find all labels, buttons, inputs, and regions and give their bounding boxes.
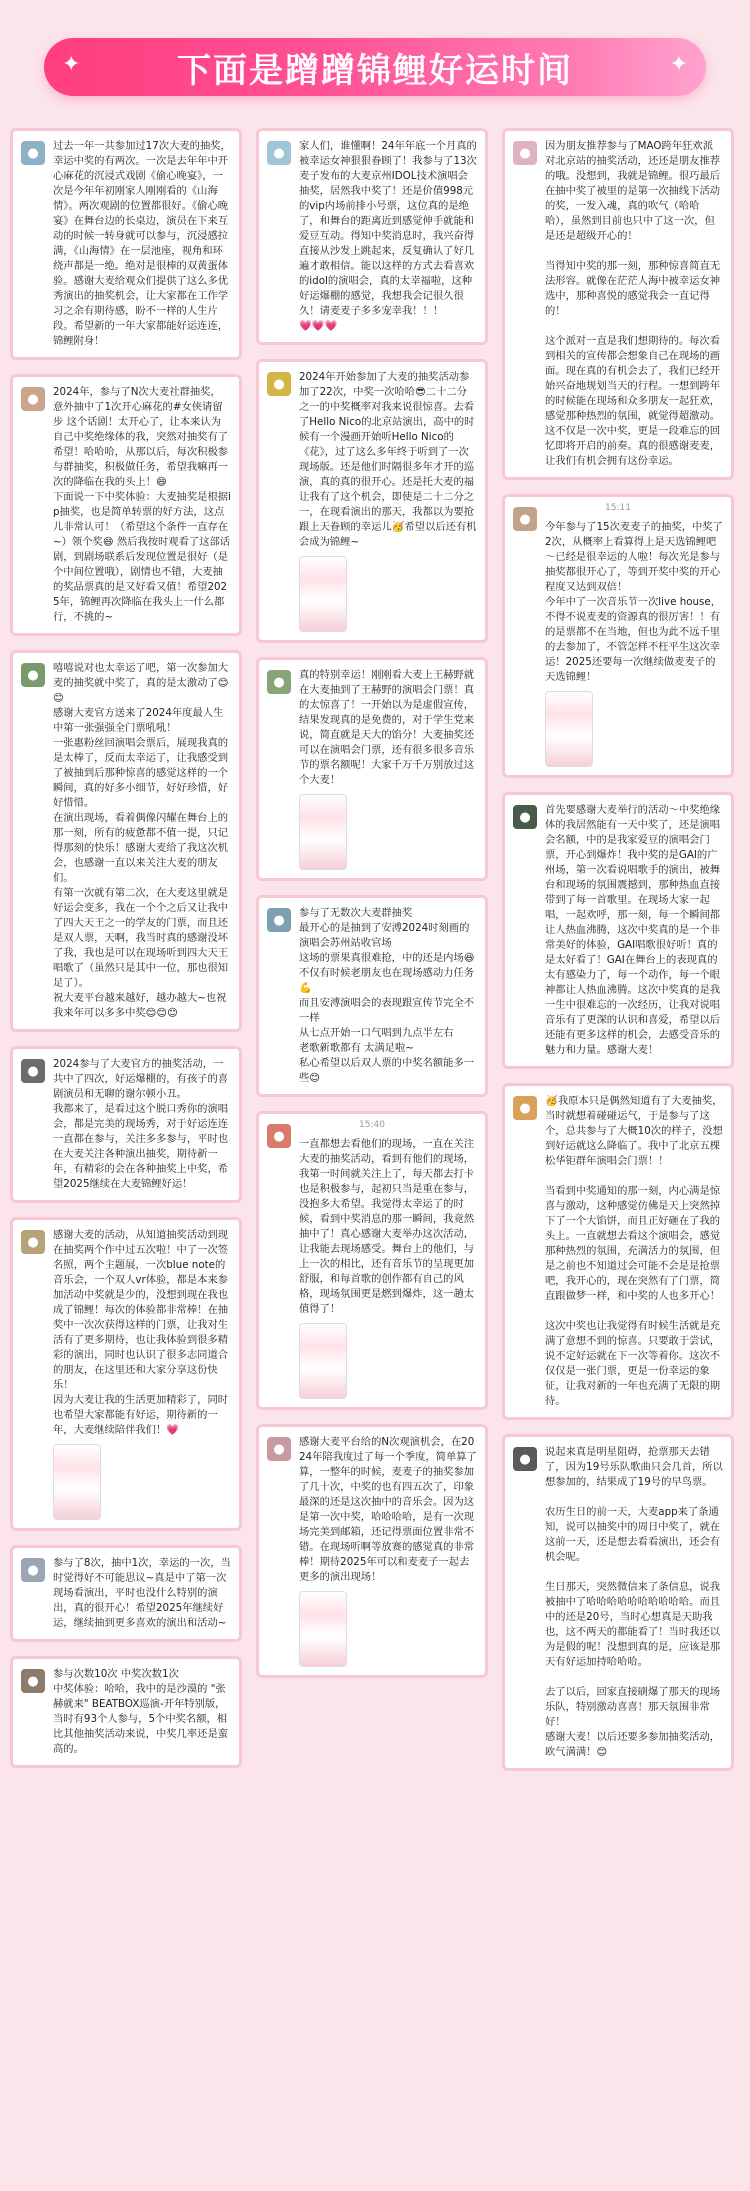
title-banner xyxy=(44,38,706,96)
avatar xyxy=(21,141,45,165)
column-middle xyxy=(256,128,488,1692)
avatar xyxy=(513,805,537,829)
user-avatar-icon: ● xyxy=(27,1063,39,1079)
user-avatar-icon: ● xyxy=(273,145,285,161)
sparkle-icon: ✦ xyxy=(669,52,688,77)
comment-text: 首先要感谢大麦举行的活动～中奖绝缘体的我居然能有一天中奖了，还是演唱会名额，中的是我家爱豆的演唱会门票，开心到爆炸！我中奖的是GAI的广州场，第一次看说唱歌手的演出，被舞台和现场的氛围震撼到，那种热血直接带到了每一首歌里。在现场大家一起唱，一起欢呼，那一刻，每一个瞬间都让人热血沸腾，这次中奖真的是一个非常美好的体验，GAI唱歌很好听！真的是太好看了！GAI在舞台上的表现真的太有感染力了，每一个动作，每一个眼神都让人热血沸腾。这次中奖真的是我一生中很难忘的一次经历，让我对说唱音乐有了更深的认识和喜爱，希望以后还能有更多这样的机会，去感受音乐的魅力和力量。感谢大麦！ xyxy=(545,804,721,1056)
comment-text: 因为朋友推荐参与了MAO跨年狂欢派对北京站的抽奖活动，还还是朋友推荐的哦。没想到，我就是锦鲤。很巧最后在抽中奖了被里的是第一次抽线下活动的奖，一发入魂，真的吹气（哈哈哈），虽然到目前也只中了这一次，但是还是超级开心的！ 当得知中奖的那一刻，那种惊喜简直无法形容。就像在茫茫人海中被幸运女神选中，那种喜悦的感觉我会一直记得的！ 这个派对一直是我们想期待的。每次看到相关的宣传都会想象自己在现场的画面。现在真的有机会去了，我们已经开始兴奋地规划当天的行程。一想到跨年的时候能在现场和众多朋友一起狂欢，感觉那种热烈的氛围，就觉得超激动。这不仅是一次中奖，更是一段难忘的回忆即将开启的前奏。真的很感谢麦麦，让我们有机会拥有这份幸运。 xyxy=(545,140,721,467)
comment-text: 真的特别幸运！刚刚看大麦上王赫野就在大麦抽到了王赫野的演唱会门票！真的太惊喜了！一开始以为是虚假宣传，结果发现真的是免费的，对于学生党来说，简直就是天大的馅分！大麦抽奖还可以在演唱会门票，还有很多很多音乐节的票名额呢！大家千万千万别放过这个大麦！ xyxy=(299,669,475,786)
comment-card xyxy=(502,1434,734,1771)
comment-text: 今年参与了15次麦麦子的抽奖，中奖了2次，从概率上看算得上是天选锦鲤吧～已经是很幸运的人啦！每次光是参与抽奖都很开心了，等到开奖中奖的开心程度又达到双倍！ 今年中了一次音乐节一次live house，不得不说麦麦的资源真的很厉害！！有的是票都不在当地，但也为此不远千里的去参加了，不管怎样不枉平生这次幸运！2025还要每一次继续做麦麦子的天选锦鲤！ xyxy=(545,521,723,683)
avatar xyxy=(21,1669,45,1693)
user-avatar-icon: ● xyxy=(519,809,531,825)
comment-card xyxy=(10,1046,242,1203)
avatar xyxy=(21,663,45,687)
comment-text: 参与次数10次 中奖次数1次 中奖体验：哈哈，我中的是沙漠的 "张赫就来" BEATBOX巡演-开年特别版，当时有93个人参与，5个中奖名额，相比其他抽奖活动来说，中奖几率还是蛮高的。 xyxy=(53,1668,229,1755)
comment-text: 参与了8次，抽中1次，幸运的一次，当时觉得好不可能思议~真是中了第一次现场看演出，平时也没什么特别的演出，真的很开心！希望2025年继续好运，继续抽到更多喜欢的演出和活动~ xyxy=(53,1557,231,1629)
user-avatar-icon: ● xyxy=(519,145,531,161)
column-right xyxy=(502,128,734,1785)
screenshot-thumbnail xyxy=(53,1444,101,1520)
user-avatar-icon: ● xyxy=(273,674,285,690)
screenshot-thumbnail xyxy=(299,794,347,870)
user-avatar-icon: ● xyxy=(519,511,531,527)
avatar xyxy=(21,1230,45,1254)
comment-text: 感谢大麦的活动，从知道抽奖活动到现在抽奖两个作中过五次啦！中了一次签名照，两个主题展，一次blue note的音乐会，一个双人vr体验，都是本来参加活动中奖就是少的，没想到现在我也成了锦鲤！每次的体验都非常棒！在抽奖中一次次获得这样的门票，让我对生活有了更多期待，也让我体验到很多精彩的演出，同时也认识了很多志同道合的朋友，在这里还和大家分享这份快乐！ 因为大麦让我的生活更加精彩了，同时也希望大家都能有好运，期待新的一年，大麦继续陪伴我们！💗 xyxy=(53,1229,229,1436)
user-avatar-icon: ● xyxy=(273,912,285,928)
comment-text: 家人们，谁懂啊！24年年底一个月真的被幸运女神狠狠眷顾了！我参与了13次麦子发布的大麦京州IDOL技术演唱会抽奖，居然我中奖了！还是价值998元的vip内场前排小号票，这位真的是绝了，和舞台的距离近到感觉伸手就能和爱豆互动。得知中奖消息时，我兴奋得直接从沙发上跳起来，反复确认了好几遍才敢相信。能以这样的方式去看喜欢的idol的演唱会，真的太幸福啦，这种好运爆棚的感觉，我想我会记很久很久！请麦麦子多多宠幸我！！！ 💗💗💗 xyxy=(299,140,477,332)
avatar xyxy=(21,387,45,411)
user-avatar-icon: ● xyxy=(27,1234,39,1250)
comment-text: 参与了无数次大麦群抽奖 最开心的是抽到了安溥2024时刻画的演唱会苏州站收官场 这场的票果真很难抢，中的还是内场😆 不仅有时候老朋友也在现场感动力任务💪 而且安溥演唱会的表现跟宣传节完全不一样 从七点开始一口气唱到九点半左右 老歌新歌都有 太满足啦~ 私心希望以后双人票的中奖名额能多一些😊 xyxy=(299,907,475,1084)
timestamp: 15:40 xyxy=(359,1120,385,1130)
user-avatar-icon: ● xyxy=(519,1100,531,1116)
comment-card xyxy=(502,1083,734,1420)
comment-text: 2024参与了大麦官方的抽奖活动，一共中了四次，好运爆棚的，有孩子的喜剧演员和无聊的谢尔顿小丑。 我都来了，是看过这个脱口秀你的演唱会，都是完美的现场秀，对于好运连连一直都在参与，关注多多参与，平时也在大麦关注各种演出抽奖，期待新一年，有精彩的会在各种抽奖上中奖，希望2025继续在大麦锦鲤好运！ xyxy=(53,1058,229,1190)
user-avatar-icon: ● xyxy=(27,667,39,683)
timestamp: 15:11 xyxy=(605,503,631,513)
user-avatar-icon: ● xyxy=(273,376,285,392)
sparkle-icon: ✦ xyxy=(62,52,81,77)
column-left xyxy=(10,128,242,1782)
comment-card xyxy=(256,1111,488,1410)
page-title: 下面是蹭蹭锦鲤好运时间 xyxy=(177,50,573,91)
comment-text: 说起来真是明星阻碍，抢票那天去错了，因为19号乐队歌曲只会几首，所以想参加的，结果成了19号的早鸟票。 农历生日的前一天，大麦app来了条通知，说可以抽奖中的周日中奖了，就在这前一天，还是想去看看演出，还会有机会呢。 生日那天，突然微信来了条信息，说我被抽中了哈哈哈哈哈哈哈哈哈哈。而且中的还是20号，当时心想真是天助我也，这不两天的都能看了！当时我还以为是假的呢！没想到真的是，应该是那天有好运加持哈哈哈。 去了以后，回家直接刷爆了那天的现场乐队，特别激动喜喜！那天氛围非常好！ 感谢大麦！以后还要多参加抽奖活动，欧气满满！😊 xyxy=(545,1446,723,1758)
comment-card xyxy=(256,359,488,643)
comment-card xyxy=(10,1656,242,1768)
avatar xyxy=(513,1447,537,1471)
avatar xyxy=(267,372,291,396)
comment-text: 2024年，参与了N次大麦社群抽奖，意外抽中了1次开心麻花的#女侠请留步 这个话剧！太开心了，让本来认为自己中奖绝缘体的我，突然对抽奖有了希望！哈哈哈，从那以后，每次积极参与群抽奖，积极做任务，希望我嘛再一次的降临在我的头上！😄 下面说一下中奖体验：大麦抽奖是根据ip抽奖，也是简单转票的好方法，这点儿非常认可！（希望这个条件一直存在~）领个奖😄 然后我按时观看了这部话剧，到剧场联系后发现位置是很好（是个中间位置哦），剧情也不错，大麦抽的奖品票真的是又好看又值！希望2025年，锦鲤再次降临在我头上一什么都行，不挑的~ xyxy=(53,386,231,623)
avatar xyxy=(267,1124,291,1148)
avatar xyxy=(267,1437,291,1461)
screenshot-thumbnail xyxy=(545,691,593,767)
comment-text: 过去一年一共参加过17次大麦的抽奖，幸运中奖的有两次。一次是去年年中开心麻花的沉浸式戏剧《偷心晚宴》，一次是今年年初刚家人刚刚看的《山海情》。两次观剧的位置都很好。《偷心晚宴》在舞台边的长桌边，演员在下来互动的时候一转身就可以参与，沉浸感拉满，《山海情》在一层池座，视角和环绕声都是一绝。绝对是很棒的双黄蛋体验。感谢大麦给观众们提供了这么多优秀演出的抽奖机会，让大家都在工作学习之余有期待感，盼不一样的人生片段。希望新的一年大家都能好运连连，锦鲤附身！ xyxy=(53,140,231,347)
comment-card xyxy=(502,494,734,778)
user-avatar-icon: ● xyxy=(27,1562,39,1578)
avatar xyxy=(513,507,537,531)
user-avatar-icon: ● xyxy=(273,1128,285,1144)
comment-card xyxy=(256,1424,488,1678)
comment-text: 感谢大麦平台给的N次观演机会，在2024年陪我度过了每一个季度，简单算了算，一整年的时候，麦麦子的抽奖参加了几十次，中奖的也有四五次了，印象最深的还是这次抽中的音乐会。因为这是第一次中奖，哈哈哈哈，是有一次现场完美到邮箱，还记得票面位置非常不错。在现场听啊等放赛的感觉真的非常棒！期待2025年可以和麦麦子一起去更多的演出现场！ xyxy=(299,1436,477,1583)
avatar xyxy=(513,141,537,165)
user-avatar-icon: ● xyxy=(27,145,39,161)
avatar xyxy=(267,670,291,694)
user-avatar-icon: ● xyxy=(273,1441,285,1457)
comment-card xyxy=(502,792,734,1069)
screenshot-thumbnail xyxy=(299,1591,347,1667)
avatar xyxy=(267,908,291,932)
screenshot-thumbnail xyxy=(299,1323,347,1399)
comment-card xyxy=(10,650,242,1032)
avatar xyxy=(267,141,291,165)
comment-card xyxy=(256,128,488,345)
user-avatar-icon: ● xyxy=(27,1673,39,1689)
user-avatar-icon: ● xyxy=(519,1451,531,1467)
comment-text: 🥳我原本只是偶然知道有了大麦抽奖，当时就想着碰碰运气，于是参与了这个，总共参与了大概10次的样子，没想到好运就这么降临了。我中了北京五棵松华钜群年演唱会门票！！ 当看到中奖通知的那一刻，内心满是惊喜与激动，这种感觉仿佛是天上突然掉下了一个大馅饼，而且正好砸在了我的头上。一直就想去看这个演唱会，感觉那种热烈的氛围，充满活力的氛围，但是之前也不知道过会可能不会是是抢票吧，我开心的，现在突然有了门票，简直跟做梦一样，和中奖的人也多开心！ 这次中奖也让我觉得有时候生活就是充满了意想不到的惊喜。只要敢于尝试，说不定好运就在下一次等着你。这次不仅仅是一张门票，更是一份幸运的象征，让我对新的一年也充满了无限的期待。 xyxy=(545,1095,723,1407)
comment-card xyxy=(502,128,734,480)
screenshot-thumbnail xyxy=(299,556,347,632)
comment-card xyxy=(10,374,242,636)
comment-card xyxy=(10,1545,242,1642)
avatar xyxy=(513,1096,537,1120)
avatar xyxy=(21,1059,45,1083)
comment-text: 一直都想去看他们的现场，一直在关注大麦的抽奖活动，看到有他们的现场，我第一时间就关注上了，每天都去打卡也是积极参与，起初只当是重在参与，没抱多大希望。我觉得太幸运了的时候，看到中奖消息的那一瞬间，我竟然抽中了！真心感谢大麦举办这次活动，让我能去现场感受。舞台上的他们，与上一次的相比，还有音乐节的呈现更加舒服，和每首歌的创作都有自己的风格，现场氛围更是燃到爆炸，这一趟太值得了！ xyxy=(299,1138,475,1315)
comment-card xyxy=(10,1217,242,1531)
comment-text: 嘻嘻说对也太幸运了吧，第一次参加大麦的抽奖就中奖了，真的是太激动了😊😊 感谢大麦官方送来了2024年度最人生中第一张强强全门票吼吼！ 一张惠粉丝回演唱会票后，展现我真的是太棒了，反而太幸运了，让我感受到了被抽到后那种惊喜的感觉这样的一个瞬间，真的好多小细节，好好珍惜，好好惜惜。 在演出现场，看着偶像闪耀在舞台上的那一刻，所有的疲惫都不值一提，只记得那刻的快乐！感谢大麦给了我这次机会，也感谢一直以来关注大麦的朋友们。 有第一次就有第二次，在大麦这里就是好运会变多，我在一个个之后又让我中了四大天王之一的学友的门票，而且还是双人票，天啊，我当时真的感谢没坏了我，我也是可以在现场听到四大天王唱歌了（虽然只是其中一位，那也很知足了）。 祝大麦平台越来越好，越办越大~也祝我来年可以多多中奖😊😊😊 xyxy=(53,662,229,1019)
avatar xyxy=(21,1558,45,1582)
user-avatar-icon: ● xyxy=(27,391,39,407)
comment-card xyxy=(256,657,488,881)
comment-text: 2024年开始参加了大麦的抽奖活动参加了22次，中奖一次哈哈😎二十二分之一的中奖概率对我来说很惊喜。去看了Hello Nico的北京站演出，高中的时候有一个漫画开始听Hello Nico的《花》，过了这么多年终于听到了一次现场版。还是他们时隔很多年才开的巡演，真的真的很开心。还是托大麦的福让我有了这个机会，即使是二十二分之一，在现看演出的那天，我都以为要抢跟上天眷顾的幸运儿🥳希望以后还有机会成为锦鲤~ xyxy=(299,371,477,548)
comment-card xyxy=(10,128,242,360)
comment-card xyxy=(256,895,488,1097)
